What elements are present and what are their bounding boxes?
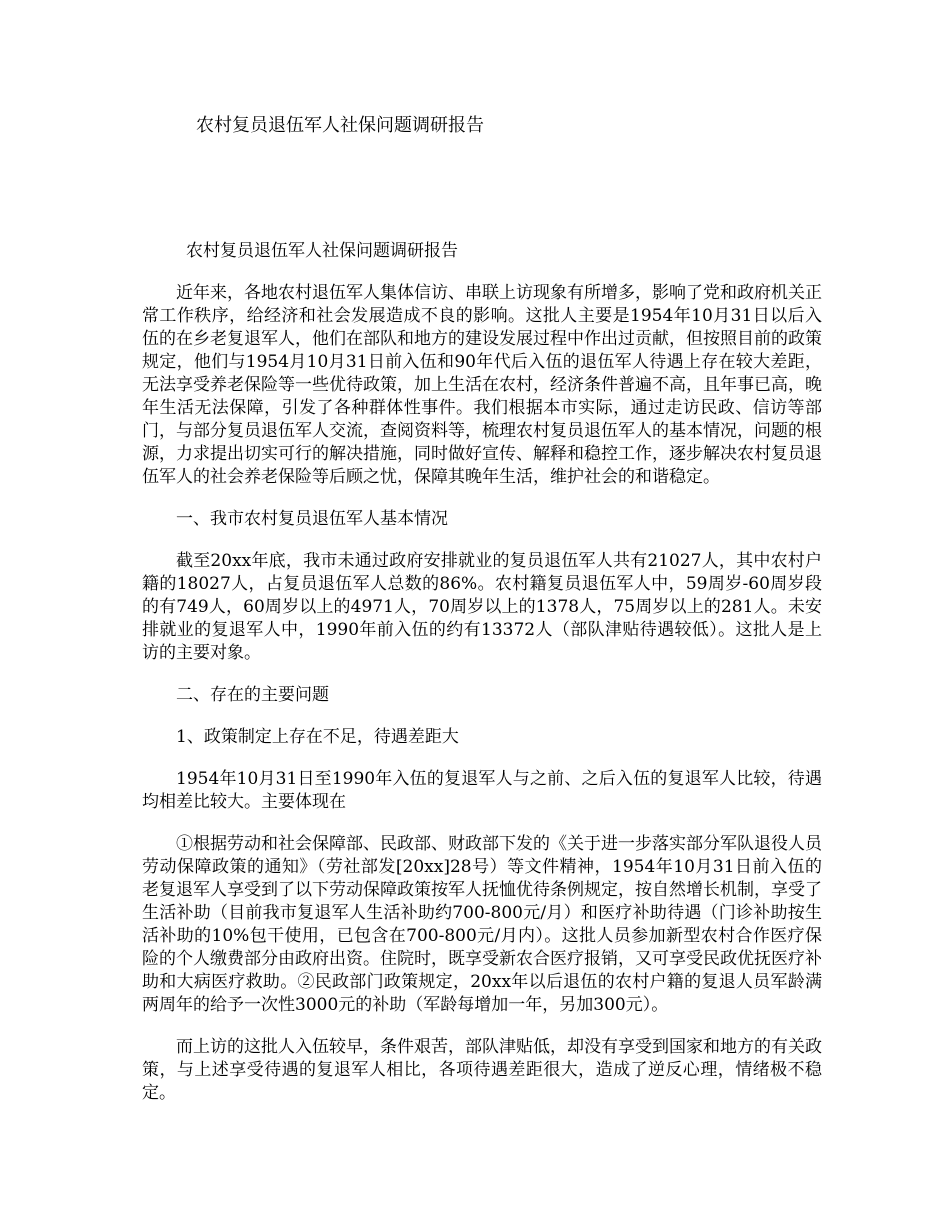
document-body	[142, 240, 822, 1124]
paragraph-petitioners: 而上访的这批人入伍较早，条件艰苦，部队津贴低，却没有享受到国家和地方的有关政策，与上述享受待遇的复退军人相比，各项待遇差距很大，造成了逆反心理，情绪极不稳定。	[142, 1037, 822, 1103]
paragraph-comparison: 1954年10月31日至1990年入伍的复退军人与之前、之后入伍的复退军人比较，待遇均相差比较大。主要体现在	[142, 769, 822, 812]
subsection-heading-1: 1、政策制定上存在不足，待遇差距大	[176, 727, 459, 747]
section-heading-1: 一、我市农村复员退伍军人基本情况	[176, 509, 448, 529]
document-title: 农村复员退伍军人社保问题调研报告	[196, 115, 484, 136]
paragraph-basic-situation: 截至20xx年底，我市未通过政府安排就业的复员退伍军人共有21027人，其中农村户籍的18027人，占复员退伍军人总数的86%。农村籍复员退伍军人中，59周岁-60周岁段的有749人，60周岁以上的4971人，70周岁以上的1378人，75周岁以上的281人。未安排就业的复退军人中，1990年前入伍的约有13372人（部队津贴待遇较低）。这批人是上访的主要对象。	[142, 551, 822, 663]
paragraph-intro: 近年来，各地农村退伍军人集体信访、串联上访现象有所增多，影响了党和政府机关正常工作秩序，给经济和社会发展造成不良的影响。这批人主要是1954年10月31日以后入伍的在乡老复退军人，他们在部队和地方的建设发展过程中作出过贡献，但按照目前的政策规定，他们与1954月10月31日前入伍和90年代后入伍的退伍军人待遇上存在较大差距，无法享受养老保险等一些优待政策，加上生活在农村，经济条件普遍不高，且年事已高，晚年生活无法保障，引发了各种群体性事件。我们根据本市实际，通过走访民政、信访等部门，与部分复员退伍军人交流，查阅资料等，梳理农村复员退伍军人的基本情况，问题的根源，力求提出切实可行的解决措施，同时做好宣传、解释和稳控工作，逐步解决农村复员退伍军人的社会养老保险等后顾之忧，保障其晚年生活，维护社会的和谐稳定。	[142, 283, 822, 487]
paragraph-policy-details: ①根据劳动和社会保障部、民政部、财政部下发的《关于进一步落实部分军队退役人员劳动保障政策的通知》（劳社部发[20xx]28号）等文件精神，1954年10月31日前入伍的老复退军人享受到了以下劳动保障政策按军人抚恤优待条例规定，按自然增长机制，享受了生活补助（目前我市复退军人生活补助约700-800元/月）和医疗补助待遇（门诊补助按生活补助的10%包干使用，已包含在700-800元/月内）。这批人员参加新型农村合作医疗保险的个人缴费部分由政府出资。住院时，既享受新农合医疗报销，又可享受民政优抚医疗补助和大病医疗救助。②民政部门政策规定，20xx年以后退伍的农村户籍的复退人员军龄满两周年的给予一次性3000元的补助（军龄每增加一年，另加300元）。	[142, 834, 822, 1015]
report-heading: 农村复员退伍军人社保问题调研报告	[186, 241, 458, 261]
section-heading-2: 二、存在的主要问题	[176, 685, 329, 705]
